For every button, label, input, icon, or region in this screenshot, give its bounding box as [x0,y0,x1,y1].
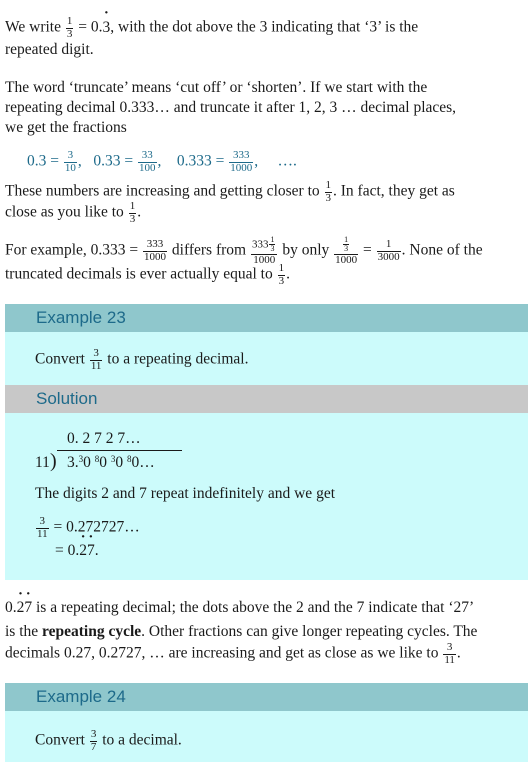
long-division-dividend: 3.$^3$0 $^8$0 $^3$0 $^8$0… [67,454,155,471]
increasing-line-2: close as you like to $\frac{1}{3}$ . [5,200,142,225]
fraction: $\frac{333}{1000}$ [144,238,167,263]
result-line-1: $\frac{3}{11}$ = 0.272727… [37,515,140,540]
solution-title: Solution [5,385,528,413]
example-24-title: Example 24 [5,683,528,711]
cycle-paragraph-line-3: decimals 0.27, 0.2727, … are increasing and get as close as we like to $\frac{3}{11}$ . [5,641,461,666]
example-paragraph-line-1: For example, 0.333 = $\frac{333}{1000}$ differs from 333 $\frac{1}{3}$ 1000 by only $\frac{\frac{1}{3}}{1000}$ = $\frac{1}{3000}$ . None of the [5,235,483,266]
fraction-three-sevenths: $\frac{3}{7}$ [90,728,97,753]
example-23-title: Example 23 [5,304,528,332]
solution-header [5,385,528,413]
example-24-header [5,683,528,711]
example-23-body [5,332,528,385]
example-23-header [5,304,528,332]
cycle-paragraph-line-2: is the repeating cycle. Other fractions can give longer repeating cycles. The [5,623,478,640]
fraction-one-third: $\frac{1}{3}$ [278,262,285,287]
repeating-cycle-term: repeating cycle [42,623,142,640]
result-line-2: = 0.· 2· 7. [55,541,99,561]
fraction: 333 $\frac{1}{3}$ 1000 [251,236,278,266]
example-24-body [5,711,528,762]
fraction-three-elevenths: $\frac{3}{11}$ [90,347,102,372]
division-bar [57,450,182,451]
intro-paragraph: We write $\frac{1}{3}$ = 0.· 3, with the dot above the 3 indicating that ‘3’ is the repeated digit. [5,16,525,60]
fraction: $\frac{333}{1000}$ [230,149,253,174]
fraction-one-third: $\frac{1}{3}$ [129,200,136,225]
fraction-one-third: $\frac{1}{3}$ [66,15,73,40]
intro-text: We write [5,18,61,36]
fraction: $\frac{3}{10}$ [64,149,76,174]
fraction-one-third: $\frac{1}{3}$ [325,179,331,204]
fraction: $\frac{\frac{1}{3}}{1000}$ [335,235,358,266]
increasing-line-1: These numbers are increasing and getting closer to $\frac{1}{3}$ . In fact, they get as [5,179,455,204]
cycle-paragraph-line-1: 0.· 2· 7 is a repeating decimal; the dots above the 2 and the 7 indicate that ‘27’ [5,598,474,618]
long-division-quotient: 0. 2 7 2 7… [67,430,141,447]
digits-repeat-text: The digits 2 and 7 repeat indefinitely and we get [35,485,336,502]
truncated-fractions-row: 0.3 = $\frac{3}{10}$ , 0.33 = $\frac{33}{100}$ , 0.333 = $\frac{333}{1000}$ , …. [27,149,297,174]
example-24-question: Convert $\frac{3}{7}$ to a decimal. [35,728,182,753]
fraction-three-elevenths: $\frac{3}{11}$ [444,641,455,666]
recurring-digit: · 3 [103,18,111,38]
long-division-divisor: 11) [35,450,57,472]
fraction-three-elevenths: $\frac{3}{11}$ [37,515,48,540]
example-23-question: Convert $\frac{3}{11}$ to a repeating decimal. [35,347,249,372]
example-paragraph-line-2: truncated decimals is ever actually equal to $\frac{1}{3}$ . [5,262,290,287]
fraction: $\frac{33}{100}$ [139,149,156,174]
truncate-paragraph: The word ‘truncate’ means ‘cut off’ or ‘shorten’. If we start with the repeating decimal 0.333… and truncate it after 1, 2, 3 … decimal places, we get the fractions [5,79,457,137]
fraction: $\frac{1}{3000}$ [377,238,400,263]
solution-body [5,413,528,580]
